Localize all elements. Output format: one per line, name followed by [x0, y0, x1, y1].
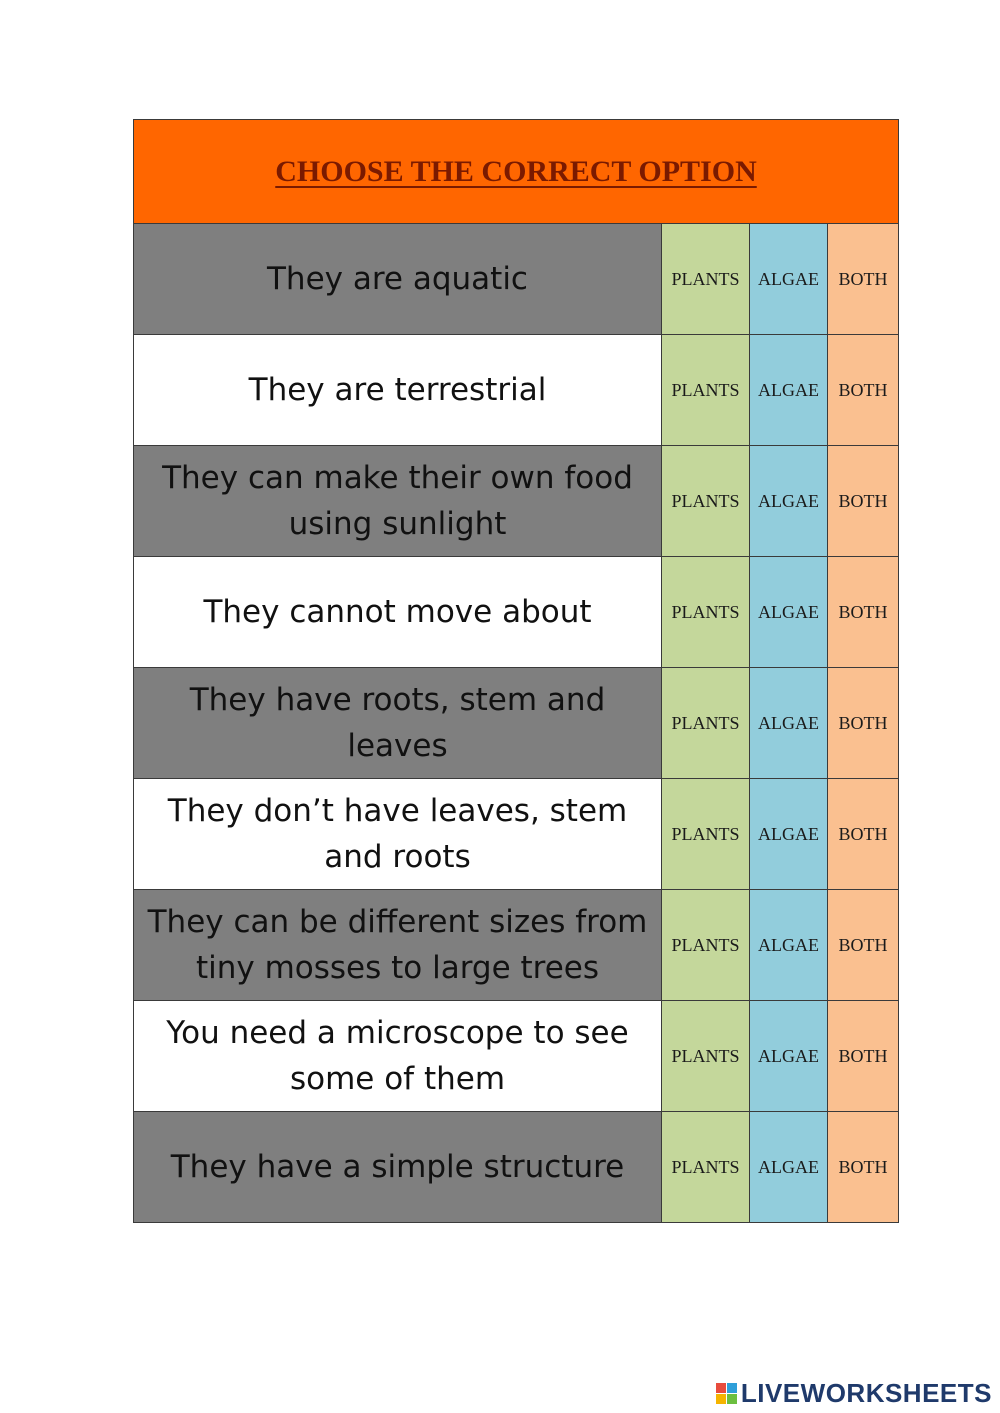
option-both-button[interactable]: BOTH — [828, 224, 898, 334]
question-statement: They are terrestrial — [134, 335, 662, 445]
question-statement: They have a simple structure — [134, 1112, 662, 1222]
option-algae-button[interactable]: ALGAE — [750, 446, 828, 556]
question-statement: They are aquatic — [134, 224, 662, 334]
option-plants-button[interactable]: PLANTS — [662, 668, 750, 778]
question-row — [134, 668, 898, 779]
question-row — [134, 779, 898, 890]
option-both-button[interactable]: BOTH — [828, 890, 898, 1000]
option-both-button[interactable]: BOTH — [828, 1001, 898, 1111]
question-row — [134, 890, 898, 1001]
question-statement: They don’t have leaves, stem and roots — [134, 779, 662, 889]
option-algae-button[interactable]: ALGAE — [750, 890, 828, 1000]
option-plants-button[interactable]: PLANTS — [662, 1112, 750, 1222]
option-algae-button[interactable]: ALGAE — [750, 1112, 828, 1222]
option-algae-button[interactable]: ALGAE — [750, 668, 828, 778]
worksheet-title: CHOOSE THE CORRECT OPTION — [275, 154, 757, 188]
option-both-button[interactable]: BOTH — [828, 779, 898, 889]
question-rows — [134, 224, 898, 1222]
option-plants-button[interactable]: PLANTS — [662, 890, 750, 1000]
worksheet-header — [134, 120, 898, 224]
option-plants-button[interactable]: PLANTS — [662, 1001, 750, 1111]
question-row — [134, 224, 898, 335]
option-both-button[interactable]: BOTH — [828, 335, 898, 445]
question-row — [134, 446, 898, 557]
question-row — [134, 557, 898, 668]
option-algae-button[interactable]: ALGAE — [750, 224, 828, 334]
option-both-button[interactable]: BOTH — [828, 668, 898, 778]
option-algae-button[interactable]: ALGAE — [750, 1001, 828, 1111]
brand-footer — [716, 1378, 992, 1409]
worksheet-table — [133, 119, 899, 1223]
question-row — [134, 1001, 898, 1112]
option-plants-button[interactable]: PLANTS — [662, 335, 750, 445]
question-statement: They have roots, stem and leaves — [134, 668, 662, 778]
option-both-button[interactable]: BOTH — [828, 557, 898, 667]
option-both-button[interactable]: BOTH — [828, 1112, 898, 1222]
question-statement: You need a microscope to see some of them — [134, 1001, 662, 1111]
option-plants-button[interactable]: PLANTS — [662, 779, 750, 889]
option-plants-button[interactable]: PLANTS — [662, 557, 750, 667]
option-both-button[interactable]: BOTH — [828, 446, 898, 556]
question-statement: They can make their own food using sunlight — [134, 446, 662, 556]
option-algae-button[interactable]: ALGAE — [750, 557, 828, 667]
option-algae-button[interactable]: ALGAE — [750, 779, 828, 889]
option-algae-button[interactable]: ALGAE — [750, 335, 828, 445]
liveworksheets-logo-icon — [716, 1383, 737, 1404]
option-plants-button[interactable]: PLANTS — [662, 446, 750, 556]
question-statement: They cannot move about — [134, 557, 662, 667]
option-plants-button[interactable]: PLANTS — [662, 224, 750, 334]
brand-name: LIVEWORKSHEETS — [740, 1378, 992, 1408]
question-row — [134, 335, 898, 446]
question-row — [134, 1112, 898, 1222]
question-statement: They can be different sizes from tiny mosses to large trees — [134, 890, 662, 1000]
